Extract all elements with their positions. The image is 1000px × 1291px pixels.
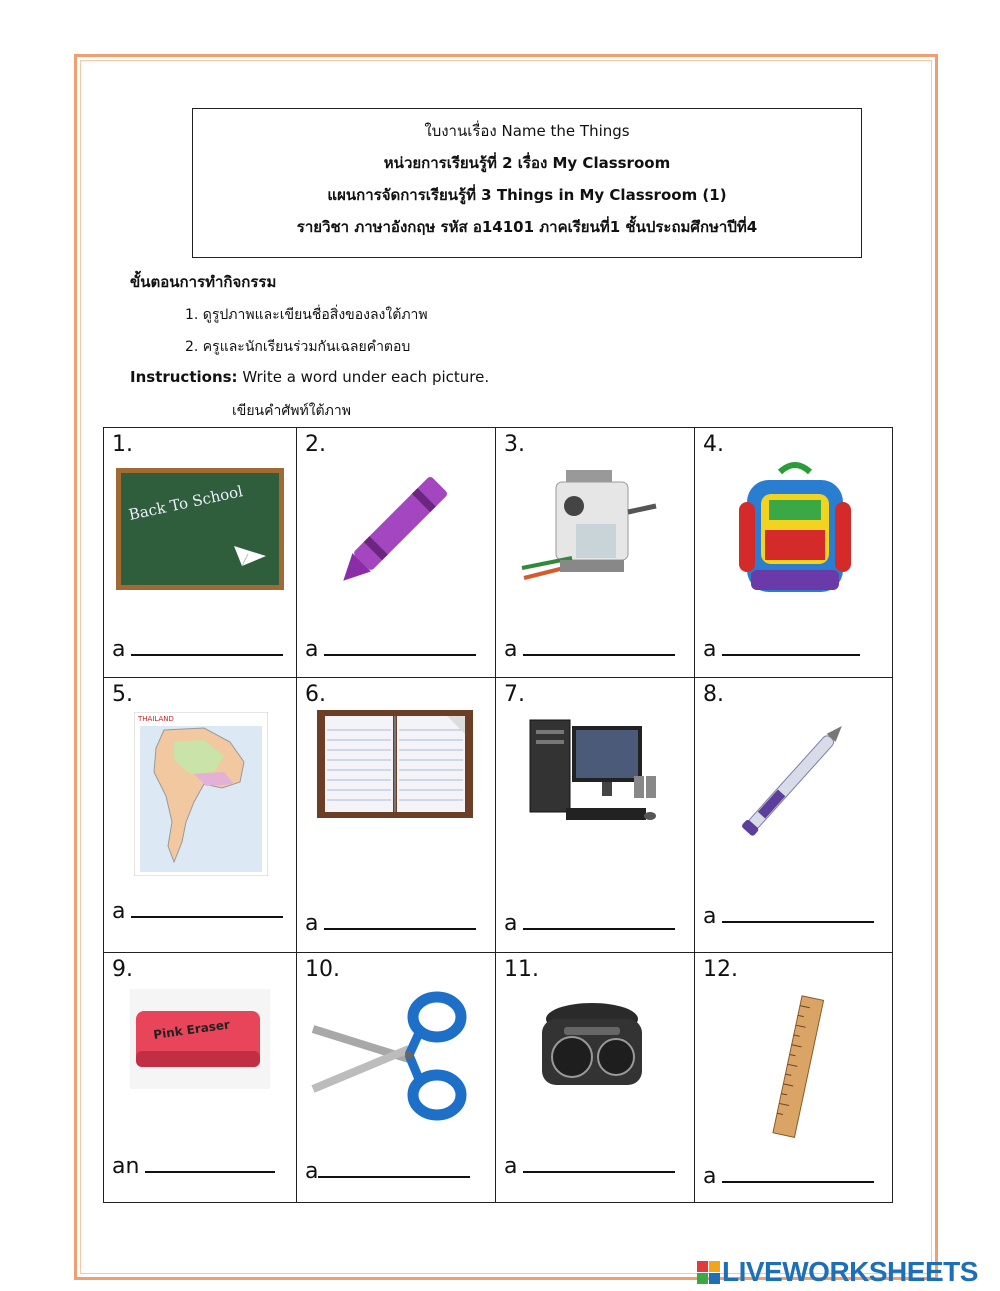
- cell-3: [496, 428, 695, 678]
- instructions-thai: เขียนคำศัพท์ใต้ภาพ: [232, 403, 351, 419]
- answer-line-12[interactable]: a: [703, 1163, 874, 1189]
- liveworksheets-logo: [697, 1256, 978, 1288]
- header-line-3: แผนการจัดการเรียนรู้ที่ 3 Things in My Classroom (1): [327, 186, 727, 204]
- item-number: 9.: [112, 957, 133, 982]
- answer-line-10[interactable]: a: [305, 1158, 470, 1184]
- answer-line-5[interactable]: a: [112, 898, 283, 924]
- eraser-icon: [130, 989, 270, 1089]
- item-number: 10.: [305, 957, 340, 982]
- answer-line-7[interactable]: a: [504, 910, 675, 936]
- logo-letter-blocks: [697, 1261, 720, 1284]
- instructions-text: Write a word under each picture.: [237, 368, 490, 386]
- header-line-2: หน่วยการเรียนรู้ที่ 2 เรื่อง My Classroom: [383, 154, 671, 172]
- pen-icon: [725, 708, 865, 848]
- ruler-icon: [765, 993, 835, 1143]
- cell-5: [104, 678, 297, 953]
- map-icon: [134, 712, 268, 876]
- answer-line-4[interactable]: a: [703, 636, 860, 662]
- cell-7: [496, 678, 695, 953]
- backpack-icon: [735, 458, 855, 598]
- item-number: 6.: [305, 682, 326, 707]
- answer-line-1[interactable]: a: [112, 636, 283, 662]
- cell-6: [297, 678, 496, 953]
- logo-text: LIVEWORKSHEETS: [722, 1256, 978, 1287]
- header-line-4: รายวิชา ภาษาอังกฤษ รหัส อ14101 ภาคเรียนที่1 ชั้นประถมศึกษาปีที่4: [296, 218, 758, 236]
- answer-line-6[interactable]: a: [305, 910, 476, 936]
- cell-4: [695, 428, 893, 678]
- cell-1: [104, 428, 297, 678]
- eraser-text: Pink Eraser: [152, 1017, 231, 1042]
- steps-title: ขั้นตอนการทำกิจกรรม: [130, 273, 277, 291]
- scissors-icon: [309, 989, 469, 1123]
- step-1: 1. ดูรูปภาพและเขียนชื่อสิ่งของลงใต้ภาพ: [185, 307, 428, 323]
- answer-line-3[interactable]: a: [504, 636, 675, 662]
- answer-line-2[interactable]: a: [305, 636, 476, 662]
- item-number: 12.: [703, 957, 738, 982]
- cd-player-icon: [536, 999, 648, 1099]
- cell-9: [104, 953, 297, 1203]
- answer-line-8[interactable]: a: [703, 903, 874, 929]
- instructions-label: Instructions:: [130, 368, 238, 386]
- board-text: Back To School: [127, 482, 245, 524]
- item-number: 1.: [112, 432, 133, 457]
- item-number: 5.: [112, 682, 133, 707]
- worksheet-header: [192, 108, 862, 258]
- header-line-1: ใบงานเรื่อง Name the Things: [424, 122, 630, 140]
- item-number: 3.: [504, 432, 525, 457]
- cell-8: [695, 678, 893, 953]
- item-number: 7.: [504, 682, 525, 707]
- cell-12: [695, 953, 893, 1203]
- crayon-icon: [327, 462, 467, 592]
- chalkboard-icon: [116, 468, 284, 592]
- cell-11: [496, 953, 695, 1203]
- cell-10: [297, 953, 496, 1203]
- computer-icon: [526, 716, 666, 832]
- answer-line-11[interactable]: a: [504, 1153, 675, 1179]
- item-number: 8.: [703, 682, 724, 707]
- item-number: 2.: [305, 432, 326, 457]
- answer-line-9[interactable]: an: [112, 1153, 275, 1179]
- pencil-sharpener-icon: [516, 462, 676, 592]
- notebook-icon: [317, 710, 473, 818]
- map-title: THAILAND: [138, 715, 174, 723]
- instructions: [130, 368, 489, 386]
- step-2: 2. ครูและนักเรียนร่วมกันเฉลยคำตอบ: [185, 339, 411, 355]
- cell-2: [297, 428, 496, 678]
- item-number: 11.: [504, 957, 539, 982]
- picture-grid: [103, 427, 893, 1203]
- item-number: 4.: [703, 432, 724, 457]
